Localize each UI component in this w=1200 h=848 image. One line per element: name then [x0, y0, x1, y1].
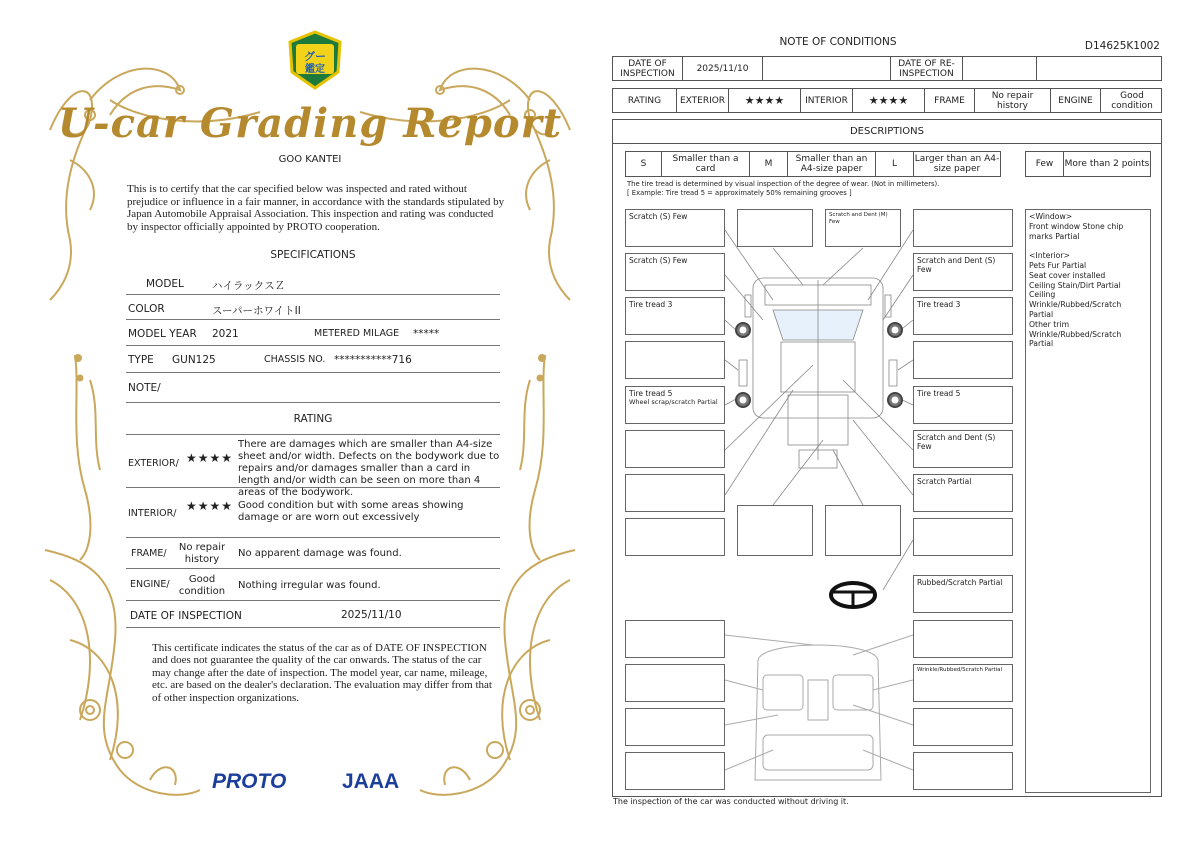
- exterior-description: There are damages which are smaller than A4-size sheet and/or width. Defects on the bodywork due to repairs and/or damages smaller than a card in length and/or width can be seen on more than 4 areas of the bodywork.: [238, 439, 500, 498]
- legend-m: M: [750, 152, 788, 176]
- legend-few-desc: More than 2 points: [1064, 159, 1150, 169]
- tire-note-line-2: [ Example: Tire tread 5 = approximately 50% remaining grooves ]: [627, 188, 852, 197]
- interior-box-right-3: [913, 708, 1013, 746]
- type-label: TYPE: [128, 354, 154, 366]
- model-year-label: MODEL YEAR: [128, 328, 197, 340]
- rating-row-engine: [126, 569, 500, 601]
- proto-logo: [212, 770, 286, 794]
- interior-stars: ★★★★: [186, 499, 234, 513]
- spec-row-color: [126, 295, 500, 320]
- chassis-value: ***********716: [334, 354, 412, 366]
- inspection-date-value: 2025/11/10: [341, 609, 402, 621]
- interior-box-left-4: [625, 752, 725, 790]
- damage-box-right-7: [913, 518, 1013, 556]
- rating-row-interior: [126, 488, 500, 538]
- left-rear-tire-text: Tire tread 5: [629, 389, 673, 398]
- left-rear-wheel-text: Wheel scrap/scratch Partial: [629, 398, 718, 406]
- interior-box-left-2: [625, 664, 725, 702]
- interior-label: INTERIOR/: [128, 508, 177, 519]
- grading-certificate: [30, 20, 590, 830]
- legend-s: S: [626, 152, 662, 176]
- type-value: GUN125: [172, 354, 216, 366]
- rating-label: RATING: [613, 89, 677, 112]
- spec-row-model: [126, 270, 500, 295]
- damage-box-left-4: [625, 386, 725, 424]
- damage-box-left-1: Scratch (S) Few: [625, 253, 725, 291]
- damage-box-right-2: Tire tread 3: [913, 297, 1013, 335]
- damage-box-left-3: [625, 341, 725, 379]
- damage-box-left-6: [625, 474, 725, 512]
- document-id: D14625K1002: [1084, 40, 1160, 52]
- footer-note: The inspection of the car was conducted without driving it.: [613, 797, 849, 806]
- damage-box-front-left: Scratch (S) Few: [625, 209, 725, 247]
- engine-value: Good condition: [178, 574, 226, 597]
- damage-box-right-6: Scratch Partial: [913, 474, 1013, 512]
- svg-text:グー: グー: [304, 50, 326, 63]
- specifications-heading: SPECIFICATIONS: [270, 249, 356, 261]
- note-label: NOTE/: [128, 382, 161, 394]
- closing-text: This certificate indicates the status of the car as of DATE OF INSPECTION and does not guarantee the quality of the car onwards. The status of the car may change after the date of inspection. The model year, car name, mileage, etc. are based on the dealer's declaration. The evaluation may differ from that of other inspection organizations.: [152, 642, 492, 704]
- tire-note-line-1: The tire tread is determined by visual inspection of the degree of wear. (Not in millimeters).: [627, 180, 940, 188]
- color-value: スーパーホワイトII: [212, 305, 301, 317]
- model-value: ハイラックスＺ: [212, 280, 286, 292]
- spec-row-note: [126, 373, 500, 403]
- damage-box-right-1: Scratch and Dent (S) Few: [913, 253, 1013, 291]
- engine-description: Nothing irregular was found.: [238, 580, 381, 591]
- interior-description: Good condition but with some areas showing damage or are worn out excessively: [238, 500, 464, 523]
- spec-row-year: [126, 320, 500, 346]
- frame-label: FRAME/: [131, 548, 167, 559]
- interior-box-right-1: [913, 620, 1013, 658]
- damage-box-right-5: Scratch and Dent (S) Few: [913, 430, 1013, 468]
- note-of-conditions: [610, 30, 1166, 820]
- frame-value: No repair history: [178, 542, 226, 565]
- rating-row: [612, 88, 1162, 113]
- note-title: NOTE OF CONDITIONS: [779, 36, 897, 48]
- rating-row-exterior: [126, 436, 500, 498]
- jaaa-logo-text: JAAA: [342, 770, 400, 793]
- steering-wheel-icon: [831, 583, 875, 607]
- damage-box-left-7: [625, 518, 725, 556]
- damage-box-right-3: [913, 341, 1013, 379]
- damage-box-left-2: Tire tread 3: [625, 297, 725, 335]
- rating-row-date: [126, 601, 500, 628]
- rating-heading: RATING: [293, 413, 333, 425]
- report-subtitle: GOO KANTEI: [278, 154, 342, 165]
- note-interior-label: INTERIOR: [801, 89, 853, 112]
- model-year-value: 2021: [212, 328, 239, 340]
- note-exterior-label: EXTERIOR: [677, 89, 729, 112]
- reinspection-value: [963, 57, 1037, 80]
- legend-s-desc: Smaller than a card: [662, 152, 750, 176]
- date-row: [612, 56, 1162, 81]
- engine-label: ENGINE/: [130, 579, 170, 590]
- note-frame-value: No repair history: [975, 89, 1051, 112]
- damage-box-rear-mid-right: [825, 505, 901, 556]
- interior-box-right-2: Wrinkle/Rubbed/Scratch Partial: [913, 664, 1013, 702]
- mileage-label: METERED MILAGE: [314, 328, 400, 339]
- remarks-panel: <Window> Front window Stone chip marks Partial <Interior> Pets Fur Partial Seat cover installed Ceiling Stain/Dirt Partial Ceiling Wrinkle/Rubbed/Scratch Partial Other trim Wrinkle/Rubbed/Scratch Partial: [1025, 209, 1151, 793]
- damage-box-front-mid-left: [737, 209, 813, 247]
- damage-box-front-mid-right: Scratch and Dent (M) Few: [825, 209, 901, 247]
- model-label: MODEL: [146, 278, 184, 290]
- spec-row-type: [126, 346, 500, 373]
- damage-box-rear-mid-left: [737, 505, 813, 556]
- mileage-value: *****: [413, 328, 440, 340]
- note-exterior-stars: ★★★★: [729, 89, 801, 112]
- frame-description: No apparent damage was found.: [238, 548, 402, 559]
- damage-box-left-5: [625, 430, 725, 468]
- exterior-label: EXTERIOR/: [128, 458, 179, 469]
- steering-box: Rubbed/Scratch Partial: [913, 575, 1013, 613]
- goo-kantei-logo: [286, 30, 344, 92]
- interior-box-left-1: [625, 620, 725, 658]
- chassis-label: CHASSIS NO.: [264, 354, 326, 365]
- note-interior-stars: ★★★★: [853, 89, 925, 112]
- proto-logo-text: PROTO: [212, 770, 287, 793]
- legend-few: Few: [1026, 152, 1064, 176]
- jaaa-logo: [342, 770, 399, 794]
- color-label: COLOR: [128, 303, 165, 315]
- interior-box-left-3: [625, 708, 725, 746]
- descriptions-frame: [612, 119, 1162, 797]
- damage-box-front-right: [913, 209, 1013, 247]
- interior-box-right-4: [913, 752, 1013, 790]
- exterior-stars: ★★★★: [186, 451, 234, 465]
- note-frame-label: FRAME: [925, 89, 975, 112]
- svg-text:鑑定: 鑑定: [305, 64, 325, 75]
- inspection-date-label: DATE OF INSPECTION: [130, 610, 242, 622]
- legend-l: L: [876, 152, 914, 176]
- rating-row-frame: [126, 538, 500, 569]
- date-inspection-value: 2025/11/10: [683, 57, 763, 80]
- report-title: U-car Grading Report: [57, 100, 563, 147]
- note-engine-label: ENGINE: [1051, 89, 1101, 112]
- reinspection-label: DATE OF RE-INSPECTION: [891, 57, 963, 80]
- intro-text: This is to certify that the car specified below was inspected and rated without prejudice or influence in a fair manner, in accordance with the standards stipulated by Japan Automobile Appraisal Association. This inspection and rating was conducted by inspector officially appointed by PROTO cooperation.: [127, 183, 505, 233]
- legend-m-desc: Smaller than an A4-size paper: [788, 152, 876, 176]
- date-inspection-label: DATE OF INSPECTION: [613, 57, 683, 80]
- descriptions-heading: DESCRIPTIONS: [613, 120, 1161, 144]
- legend-l-desc: Larger than an A4-size paper: [914, 154, 1000, 174]
- note-engine-value: Good condition: [1111, 90, 1153, 111]
- damage-box-right-4: Tire tread 5: [913, 386, 1013, 424]
